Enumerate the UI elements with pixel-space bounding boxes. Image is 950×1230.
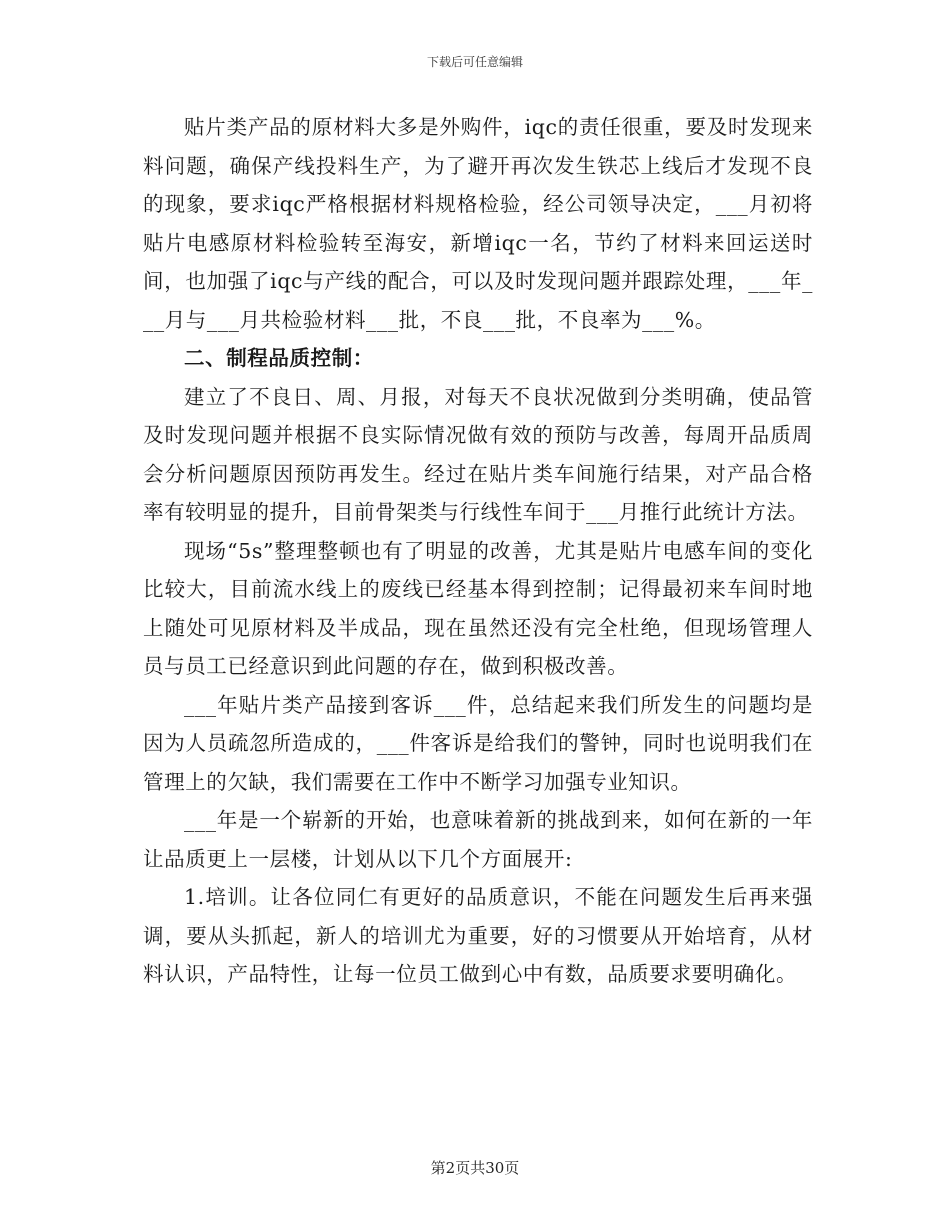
paragraph-5s: 现场“5s”整理整顿也有了明显的改善，尤其是贴片电感车间的变化比较大，目前流水线上的废线已经基本得到控制；记得最初来车间时地上随处可见原材料及半成品，现在虽然还没有完全杜绝，但现场管理人员与员工已经意识到此问题的存在，做到积极改善。 xyxy=(143,538,813,678)
paragraph-iqc: 贴片类产品的原材料大多是外购件，iqc的责任很重，要及时发现来料问题，确保产线投料生产，为了避开再次发生铁芯上线后才发现不良的现象，要求iqc严格根据材料规格检验，经公司领导决定，___月初将贴片电感原材料检验转至海安，新增iqc一名，节约了材料来回运送时间，也加强了iqc与产线的配合，可以及时发现问题并跟踪处理，___年___月与___月共检验材料___批，不良___批，不良率为___%。 xyxy=(143,115,813,332)
paragraph-training: 1.培训。让各位同仁有更好的品质意识，不能在问题发生后再来强调，要从头抓起，新人的培训尤为重要，好的习惯要从开始培育，从材料认识，产品特性，让每一位员工做到心中有数，品质要求要明确化。 xyxy=(143,885,813,986)
page-number: 第2页共30页 xyxy=(430,1159,520,1177)
paragraph-new-year-plan: ___年是一个崭新的开始，也意味着新的挑战到来，如何在新的一年让品质更上一层楼，计划从以下几个方面展开: xyxy=(143,808,813,871)
paragraph-complaints: ___年贴片类产品接到客诉___件，总结起来我们所发生的问题均是因为人员疏忽所造成的，___件客诉是给我们的警钟，同时也说明我们在管理上的欠缺，我们需要在工作中不断学习加强专业知识。 xyxy=(143,692,813,794)
section-heading-process-control: 二、制程品质控制： xyxy=(184,346,374,370)
header-note: 下载后可任意编辑 xyxy=(426,55,523,69)
paragraph-defect-reports: 建立了不良日、周、月报，对每天不良状况做到分类明确，使品管及时发现问题并根据不良实际情况做有效的预防与改善，每周开品质周会分析问题原因预防再发生。经过在贴片类车间施行结果，对产品合格率有较明显的提升，目前骨架类与行线性车间于___月推行此统计方法。 xyxy=(143,384,813,524)
document-body xyxy=(143,108,813,994)
